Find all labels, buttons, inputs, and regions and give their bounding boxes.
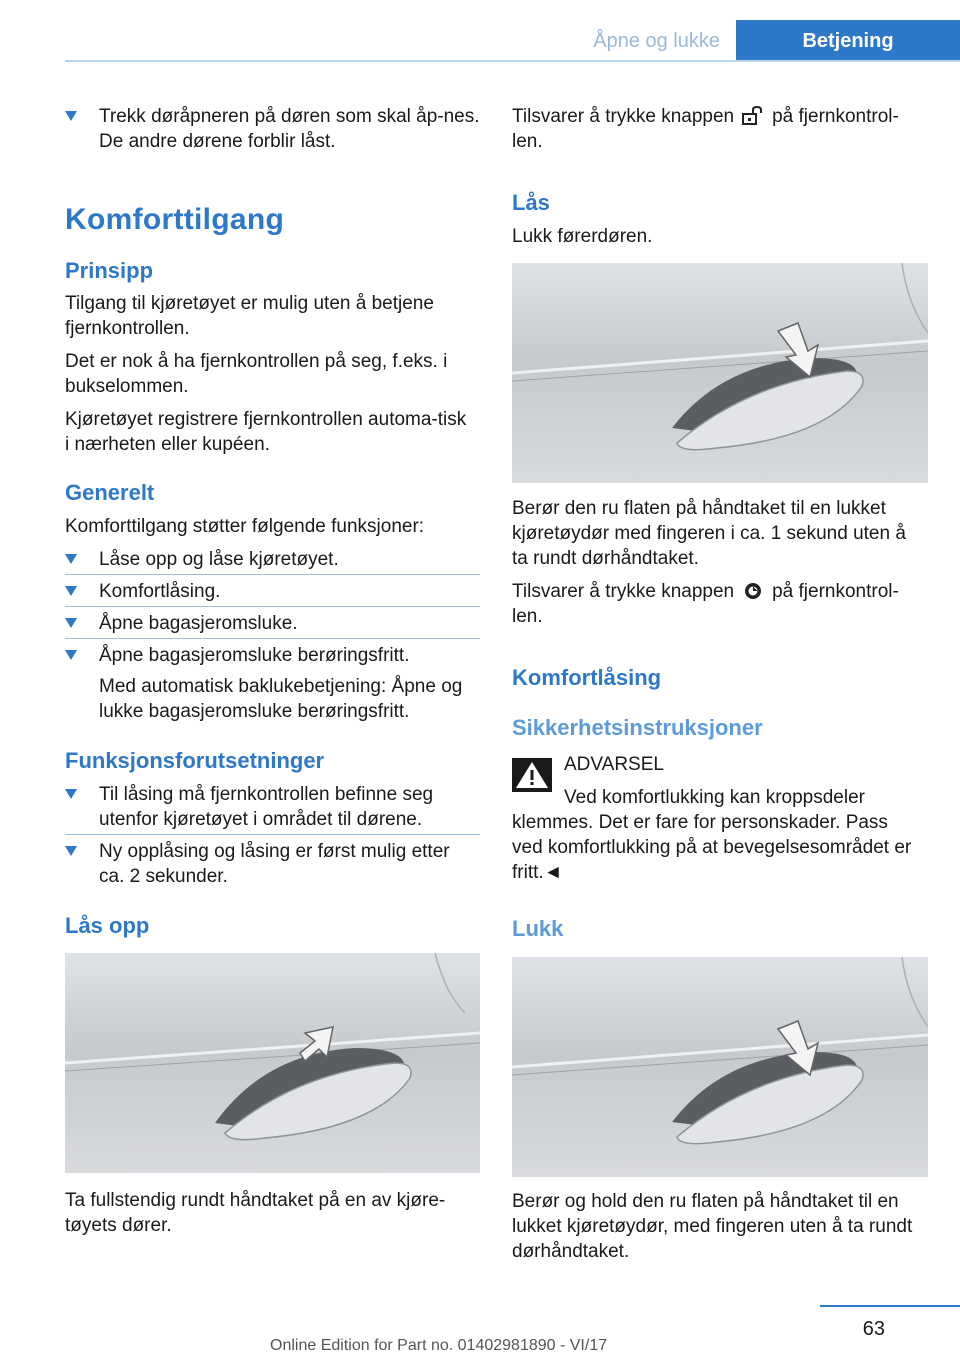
paragraph: Tilsvarer å trykke knappen på fjernkontrol-len. xyxy=(512,106,899,152)
bullet-triangle-icon xyxy=(65,650,77,660)
heading-laas-opp: Lås opp xyxy=(65,913,150,938)
list-divider xyxy=(65,606,480,607)
bullet-triangle-icon xyxy=(65,586,77,596)
heading-generelt: Generelt xyxy=(65,480,155,505)
heading-lukk: Lukk xyxy=(512,916,564,941)
bullet-triangle-icon xyxy=(65,618,77,628)
paragraph: Kjøretøyet registrere fjernkontrollen automa-tisk i nærheten eller kupéen. xyxy=(65,409,467,455)
door-handle-image xyxy=(512,263,928,483)
bullet-triangle-icon xyxy=(65,111,77,121)
paragraph: Berør den ru flaten på håndtaket til en lukket kjøretøydør med fingeren i ca. 1 sekund uten å ta rundt dørhåndtaket. xyxy=(512,498,906,569)
paragraph: Tilgang til kjøretøyet er mulig uten å betjene fjernkontrollen. xyxy=(65,293,434,339)
bullet-triangle-icon xyxy=(65,789,77,799)
heading-funksjonsforutsetninger: Funksjonsforutsetninger xyxy=(65,748,325,773)
warning-text: klemmes. Det er fare for personskader. Pass ved komfortlukking på at bevegelsesområdet er fritt.◄ xyxy=(512,812,912,883)
header-section-title: Åpne og lukke xyxy=(593,30,720,52)
page-header xyxy=(0,0,960,62)
list-divider xyxy=(65,638,480,639)
image-caption: Ta fullstendig rundt håndtaket på en av kjøre-tøyets dører. xyxy=(65,1190,446,1236)
header-divider xyxy=(65,60,960,62)
section-title-komforttilgang: Komforttilgang xyxy=(65,203,285,236)
paragraph: Berør og hold den ru flaten på håndtaket til en lukket kjøretøydør, med fingeren uten å ta rundt dørhåndtaket. xyxy=(512,1191,913,1262)
lock-button-icon xyxy=(740,581,766,601)
sub-paragraph: Med automatisk baklukebetjening: Åpne og lukke bagasjeromsluke berøringsfritt. xyxy=(99,676,463,722)
heading-sikkerhetsinstruksjoner: Sikkerhetsinstruksjoner xyxy=(512,715,763,740)
header-chapter-tab: Betjening xyxy=(736,20,960,62)
warning-text: Ved komfortlukking kan kroppsdeler xyxy=(564,787,865,808)
paragraph: Det er nok å ha fjernkontrollen på seg, f.eks. i bukselommen. xyxy=(65,351,448,397)
paragraph: Komforttilgang støtter følgende funksjoner: xyxy=(65,516,425,537)
paragraph: Lukk førerdøren. xyxy=(512,226,653,247)
door-handle-image xyxy=(65,953,480,1173)
heading-prinsipp: Prinsipp xyxy=(65,258,154,283)
bullet-triangle-icon xyxy=(65,846,77,856)
paragraph: Tilsvarer å trykke knappen på fjernkontrol-len. xyxy=(512,581,899,627)
page-number: 63 xyxy=(862,1318,885,1340)
unlock-icon xyxy=(740,106,766,126)
footer-divider xyxy=(820,1305,960,1307)
heading-laas: Lås xyxy=(512,190,550,215)
list-item: Trekk døråpneren på døren som skal åp-nes. De andre dørene forblir låst. xyxy=(65,104,480,156)
list-divider xyxy=(65,834,480,835)
bullet-triangle-icon xyxy=(65,554,77,564)
footer-edition: Online Edition for Part no. 01402981890 - VI/17 xyxy=(270,1337,608,1354)
door-handle-image xyxy=(512,957,928,1177)
warning-title: ADVARSEL xyxy=(564,754,664,775)
heading-komfortlaasing: Komfortlåsing xyxy=(512,665,662,690)
warning-icon xyxy=(512,758,552,792)
list-divider xyxy=(65,574,480,575)
